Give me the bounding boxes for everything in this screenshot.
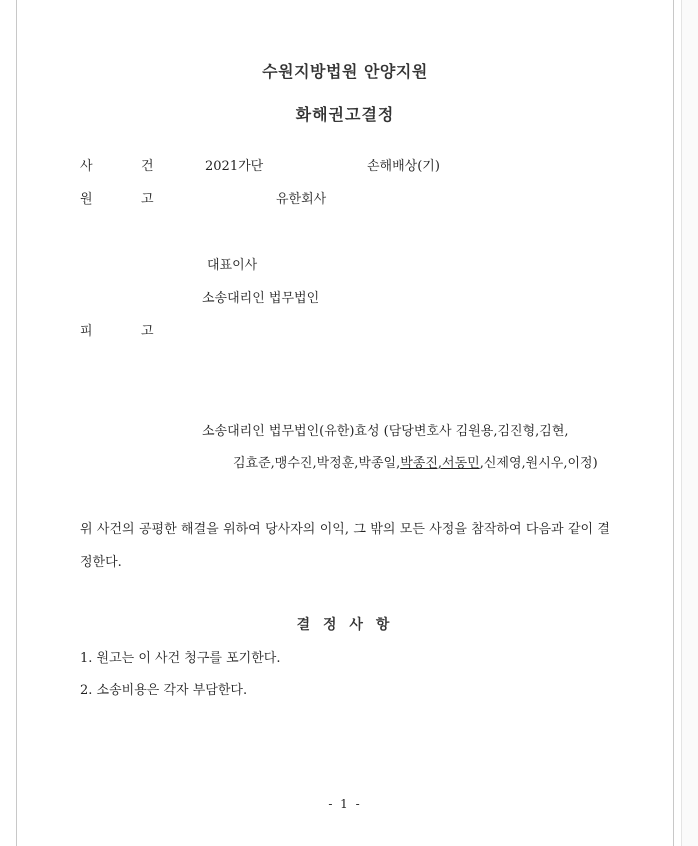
defendant-label-1: 피 [80, 324, 93, 339]
case-number: 2021가단 [205, 159, 264, 174]
decision-title: 결 정 사 항 [296, 617, 394, 633]
document-title: 화해권고결정 [295, 105, 395, 124]
attorney-names: 김효준,맹수진,박정훈,박종일, [233, 456, 401, 471]
plaintiff-label-2: 고 [141, 192, 154, 207]
decision-paragraph: 위 사건의 공평한 해결을 위하여 당사자의 이익, 그 밖의 모든 사정을 참작하여 다음과 같이 결정한다. [80, 522, 610, 570]
plaintiff-name: 유한회사 [276, 192, 327, 207]
decision-item: 2. 소송비용은 각자 부담한다. [80, 683, 248, 698]
plaintiff-counsel: 소송대리인 법무법인 [202, 291, 320, 306]
defendant-label-2: 고 [141, 324, 154, 339]
document-page [16, 0, 674, 846]
court-name: 수원지방법원 안양지원 [262, 62, 428, 81]
defendant-counsel-line1: 소송대리인 법무법인(유한)효성 (담당변호사 김원용,김진형,김현, [202, 424, 569, 439]
page-number: - 1 - [328, 797, 362, 811]
plaintiff-representative: 대표이사 [207, 258, 258, 273]
case-name: 손해배상(기) [367, 159, 440, 174]
attorney-names-underlined: 박종진,서동민 [400, 456, 480, 471]
attorney-names-end: ,신제영,원시우,이정) [479, 456, 598, 471]
plaintiff-label-1: 원 [80, 192, 93, 207]
defendant-counsel-line2 [233, 456, 598, 472]
case-label-1: 사 [80, 159, 93, 174]
case-label-2: 건 [141, 159, 154, 174]
vertical-scrollbar[interactable] [681, 0, 698, 846]
decision-item: 1. 원고는 이 사건 청구를 포기한다. [80, 651, 281, 666]
